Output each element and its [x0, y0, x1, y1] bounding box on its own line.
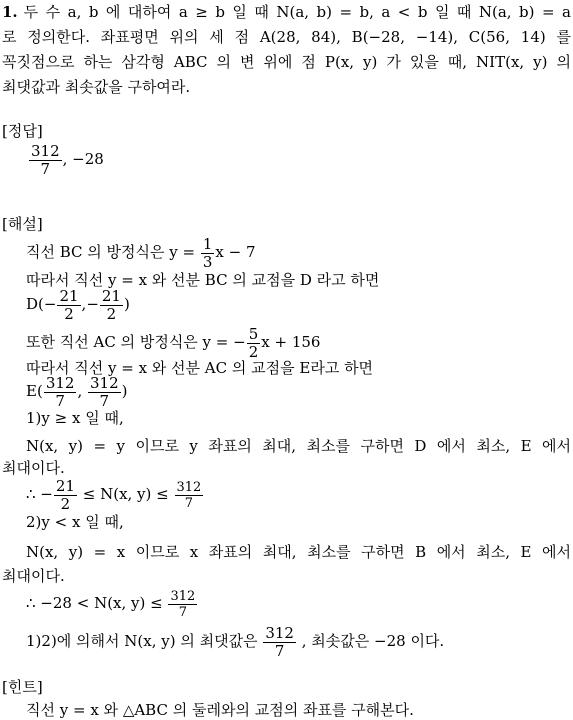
solution-line-13: 최대이다. [2, 567, 65, 585]
question-text-1: 두 수 a, b 에 대하여 a ≥ b 일 때 N(a, b) = b, a < b 일 때 N(a, b) = a [23, 3, 571, 21]
answer-label: [정답] [2, 122, 43, 140]
fraction: $\frac{312}{7}$ [90, 373, 119, 410]
fraction: $\frac{21}{2}$ [101, 286, 121, 323]
fraction: $\frac{312}{7}$ [176, 479, 202, 511]
fraction: $\frac{312}{7}$ [170, 588, 196, 620]
fraction: $\frac{312}{7}$ [265, 623, 294, 660]
fraction: $\frac{312}{7}$ [45, 373, 75, 410]
question-line-1 [2, 2, 571, 22]
hint-label: [힌트] [2, 678, 43, 696]
solution-line-9: 최대이다. [2, 459, 65, 477]
solution-line-8: N(x, y) = y 이므로 y 좌표의 최대, 최소를 구하면 D 에서 최소, E 에서 [26, 437, 571, 455]
fraction: $\frac{1}{3}$ [202, 234, 213, 271]
solution-line-4: 또한 직선 AC 의 방정식은 y = − $\frac{5}{2}$ x + 156 [26, 324, 321, 361]
solution-line-15: 1)2)에 의해서 N(x, y) 의 최댓값은 $\frac{312}{7}$ , 최솟값은 −28 이다. [26, 623, 445, 660]
solution-line-3: D(− $\frac{21}{2}$ ,− $\frac{21}{2}$ ) [26, 286, 130, 323]
fraction: $\frac{21}{2}$ [59, 286, 79, 323]
solution-line-1: 직선 BC 의 방정식은 y = $\frac{1}{3}$ x − 7 [26, 234, 256, 271]
solution-line-2: 따라서 직선 y = x 와 선분 BC 의 교점을 D 라고 하면 [26, 271, 380, 289]
solution-line-14: ∴ −28 < N(x, y) ≤ $\frac{312}{7}$ [26, 588, 196, 620]
solution-line-5: 따라서 직선 y = x 와 선분 AC 의 교점을 E라고 하면 [26, 359, 374, 377]
question-line-3: 꼭짓점으로 하는 삼각형 ABC 의 변 위에 점 P(x, y) 가 있을 때, NIT(x, y) 의 [2, 53, 571, 71]
answer-rest: , −28 [62, 150, 104, 168]
hint-text: 직선 y = x 와 △ABC 의 둘레와의 교점의 좌표를 구해본다. [26, 701, 414, 719]
question-line-2: 로 정의한다. 좌표평면 위의 세 점 A(28, 84), B(−28, −14), C(56, 14) 를 [2, 28, 571, 46]
solution-line-7: 1)y ≥ x 일 때, [26, 409, 124, 427]
solution-line-6: E( $\frac{312}{7}$ , $\frac{312}{7}$ ) [26, 373, 128, 410]
answer-fraction: $\frac{312}{7}$ [31, 141, 60, 178]
question-number: 1. [2, 3, 18, 21]
fraction: $\frac{5}{2}$ [248, 324, 259, 361]
question-line-4: 최댓값과 최솟값을 구하여라. [2, 78, 191, 96]
fraction: $\frac{21}{2}$ [55, 476, 75, 513]
solution-label: [해설] [2, 215, 43, 233]
solution-line-12: N(x, y) = x 이므로 x 좌표의 최대, 최소를 구하면 B 에서 최소, E 에서 [26, 543, 571, 561]
solution-line-11: 2)y < x 일 때, [26, 513, 124, 531]
answer-line [28, 140, 104, 178]
solution-line-10: ∴ − $\frac{21}{2}$ ≤ N(x, y) ≤ $\frac{312}{7}$ [26, 476, 202, 513]
